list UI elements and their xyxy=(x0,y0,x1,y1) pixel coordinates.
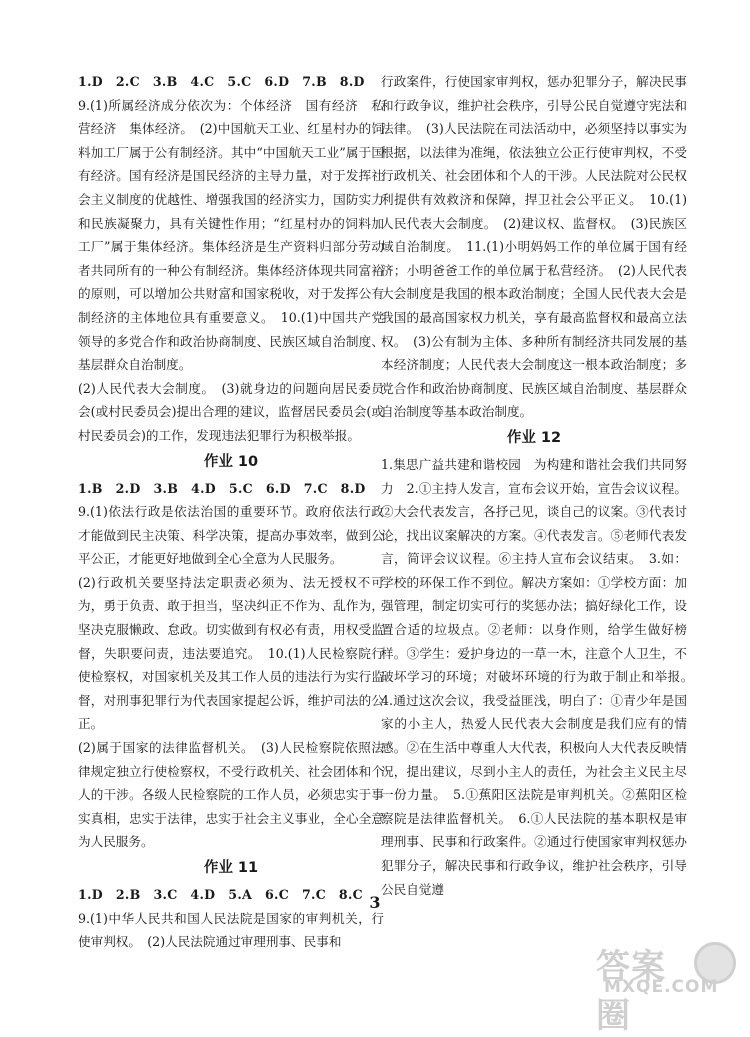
page-number: 3 xyxy=(369,893,381,912)
section-heading-12: 作业 12 xyxy=(506,429,562,446)
answer-paragraph: 行政案件，行使国家审判权，惩办犯罪分子，解决民事和行政争议，维护社会秩序，引导公民自觉遵守宪法和法律。 (3)人民法院在司法活动中，必须坚持以事实为根据，以法律为准绳，依法独立公正行使审判权，不受行政机关、社会团体和个人的干涉。人民法院对公民权利提供有效救济和保障，捍卫社会公平正义。 10.(1)人民代表大会制度。 (2)建议权、监督权。 (3)民族区域自治制度。 11.(1)小明妈妈工作的单位属于国有经济；小明爸爸工作的单位属于私营经济。 (2)人民代表大会制度是我国的根本政治制度；全国人民代表大会是我国的最高国家权力机关，享有最高监督权和最高立法权。 (3)公有制为主体、多种所有制经济共同发展的基本经济制度；人民代表大会制度这一根本政治制度；多党合作和政治协商制度、民族区域自治制度、基层群众自治制度等基本政治制度。 xyxy=(381,74,687,420)
section-heading-10: 作业 10 xyxy=(203,453,259,470)
answer-key-line: 1.B 2.D 3.B 4.D 5.C 6.D 7.C 8.D xyxy=(78,480,366,496)
answer-paragraph: (2)人民代表大会制度。 (3)就身边的问题向居民委员会(或村民委员会)提出合理的建议，监督居民委员会(或村民委员会)的工作，发现违法犯罪行为积极举报。 xyxy=(78,380,384,443)
answer-paragraph: 9.(1)依法行政是依法治国的重要环节。政府依法行政才能做到民主决策、科学决策，提高办事效率，做到公平公正，才能更好地做到全心全意为人民服务。 xyxy=(78,504,384,567)
right-column xyxy=(381,70,700,901)
watermark-logo xyxy=(596,939,736,1036)
section-heading-11: 作业 11 xyxy=(203,860,259,876)
answer-key-line: 1.D 2.B 3.C 4.D 5.A 6.C 7.C 8.C xyxy=(78,887,363,902)
watermark-url: MXQE.COM xyxy=(604,977,719,997)
answer-paragraph: (2)行政机关要坚持法定职责必须为、法无授权不可为，勇于负责、敢于担当，坚决纠正不作为、乱作为，坚决克服懒政、怠政。切实做到有权必有责，用权受监督，失职要问责，违法要追究。 10.(1)人民检察院行使检察权，对国家机关及其工作人员的违法行为实行监督，对刑事犯罪行为代表国家提起公诉，维护司法的公正。 xyxy=(78,574,384,732)
watermark-text: 答案圈 xyxy=(596,947,666,1036)
answer-paragraph: 9.(1)所属经济成分依次为：个体经济 国有经济 私营经济 集体经济。 (2)中国航天工业、红星村办的饲料加工厂属于公有制经济。其中“中国航天工业”属于国有经济。国有经济是国民经济的主导力量，对于发挥社会主义制度的优越性、增强我国的经济实力，国防实力和民族凝聚力，具有关键性作用；“红星村办的饲料加工厂”属于集体经济。集体经济是生产资料归部分劳动者共同所有的一种公有制经济。集体经济体现共同富裕的原则，可以增加公共财富和国家税收，对于发挥公有制经济的主体地位具有重要意义。 10.(1)中国共产党领导的多党合作和政治协商制度、民族区域自治制度、基层群众自治制度。 xyxy=(78,97,384,373)
answer-key-line: 1.D 2.C 3.B 4.C 5.C 6.D 7.B 8.D xyxy=(78,74,365,89)
answer-paragraph: 1.集思广益共建和谐校园 为构建和谐社会我们共同努力 2.①主持人发言，宣布会议开始，宣告会议议程。②大会代表发言，各抒己见，谈自己的议案。③代表讨论，找出议案解决的方案。④代表发言。⑤老师代表发言，简评会议议程。⑥主持人宣布会议结束。 3.如：学校的环保工作不到位。解决方案如：①学校方面：加强管理，制定切实可行的奖惩办法；搞好绿化工作，设置合适的垃圾点。②老师：以身作则，给学生做好榜样。③学生：爱护身边的一草一木，注意个人卫生，不破坏学习的环境；对破坏环境的行为敢于制止和举报。 4.通过这次会议，我受益匪浅，明白了：①青少年是国家的小主人，热爱人民代表大会制度是我们应有的情感。②在生活中尊重人大代表，积极向人大代表反映情况，提出建议，尽到小主人的责任，为社会主义民主尽一份力量。 5.①蕉阳区法院是审判机关。②蕉阳区检察院是法律监督机关。 6.①人民法院的基本职权是审理刑事、民事和行政案件。②通过行使国家审判权惩办犯罪分子，解决民事和行政争议，维护社会秩序，引导公民自觉遵 xyxy=(381,456,700,897)
answer-paragraph: 9.(1)中华人民共和国人民法院是国家的审判机关，行使审判权。 (2)人民法院通过审理刑事、民事和 xyxy=(78,910,384,950)
left-column xyxy=(78,70,384,954)
answer-paragraph: (2)属于国家的法律监督机关。 (3)人民检察院依照法律规定独立行使检察权，不受行政机关、社会团体和个人的干涉。各级人民检察院的工作人员，必须忠实于事实真相，忠实于法律，忠实于社会主义事业，全心全意为人民服务。 xyxy=(78,740,384,850)
